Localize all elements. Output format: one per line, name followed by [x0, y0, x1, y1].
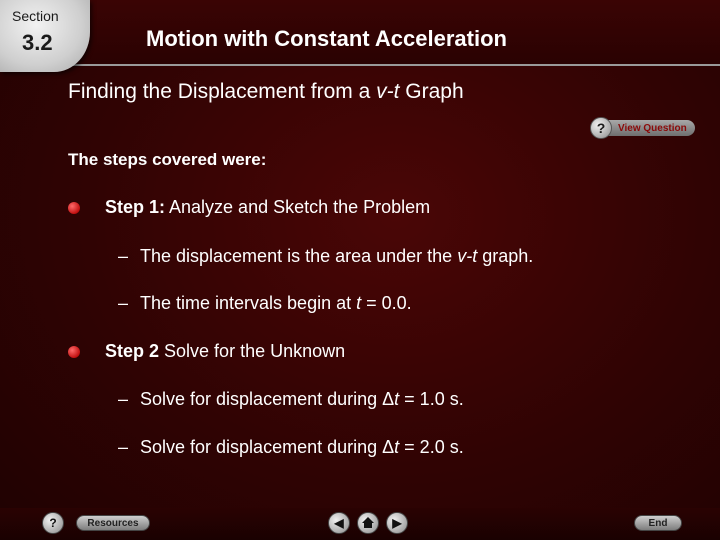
- step-2-subitem-2: [118, 437, 464, 458]
- subitem-text-1: Solve for displacement during Δ: [140, 389, 395, 409]
- subitem-italic: t: [394, 389, 400, 409]
- dash-marker: –: [118, 246, 129, 266]
- step-2-subitem-1: [118, 389, 464, 410]
- subtitle-text-1: Finding the Displacement from a: [68, 80, 377, 103]
- step-1-label: Step 1:: [105, 197, 166, 217]
- section-label: Section: [12, 8, 59, 24]
- question-mark-icon: ?: [590, 117, 612, 139]
- step-2-text: Solve for the Unknown: [159, 341, 346, 361]
- end-button[interactable]: End: [634, 515, 682, 531]
- section-badge: [0, 0, 90, 72]
- subitem-italic: t: [356, 293, 362, 313]
- subitem-italic: v-t: [457, 246, 478, 266]
- subitem-italic: t: [394, 437, 400, 457]
- home-icon: [362, 517, 374, 523]
- subitem-text-2: = 0.0.: [361, 293, 412, 313]
- subitem-text-1: The time intervals begin at: [140, 293, 357, 313]
- intro-text: The steps covered were:: [68, 150, 267, 169]
- next-icon: ▶: [392, 516, 402, 530]
- subtitle-text-2: Graph: [399, 80, 464, 103]
- subitem-text-2: graph.: [477, 246, 534, 266]
- bullet-icon: [68, 346, 80, 358]
- help-button[interactable]: [42, 512, 64, 534]
- section-number: 3.2: [22, 30, 53, 55]
- next-button[interactable]: [386, 512, 408, 534]
- subitem-text-1: The displacement is the area under the: [140, 246, 458, 266]
- subitem-text-1: Solve for displacement during Δ: [140, 437, 395, 457]
- step-1-text: Analyze and Sketch the Problem: [165, 197, 431, 217]
- bullet-icon: [68, 202, 80, 214]
- dash-marker: –: [118, 389, 129, 409]
- previous-button[interactable]: [328, 512, 350, 534]
- subitem-text-2: = 1.0 s.: [399, 389, 464, 409]
- dash-marker: –: [118, 293, 129, 313]
- slide-title: Motion with Constant Acceleration: [146, 26, 507, 51]
- help-icon: ?: [49, 516, 57, 530]
- step-2: [105, 341, 345, 362]
- dash-marker: –: [118, 437, 129, 457]
- view-question-label: View Question: [606, 120, 695, 136]
- subtitle-italic: v-t: [376, 80, 400, 103]
- step-1: [105, 197, 430, 218]
- subitem-text-2: = 2.0 s.: [399, 437, 464, 457]
- step-1-subitem-2: [118, 293, 412, 314]
- view-question-button[interactable]: [590, 116, 698, 140]
- previous-icon: ◀: [334, 516, 344, 530]
- resources-button[interactable]: Resources: [76, 515, 150, 531]
- step-1-subitem-1: [118, 246, 533, 267]
- step-2-label: Step 2: [105, 341, 160, 361]
- slide-subtitle: [68, 80, 464, 104]
- home-button[interactable]: [357, 512, 379, 534]
